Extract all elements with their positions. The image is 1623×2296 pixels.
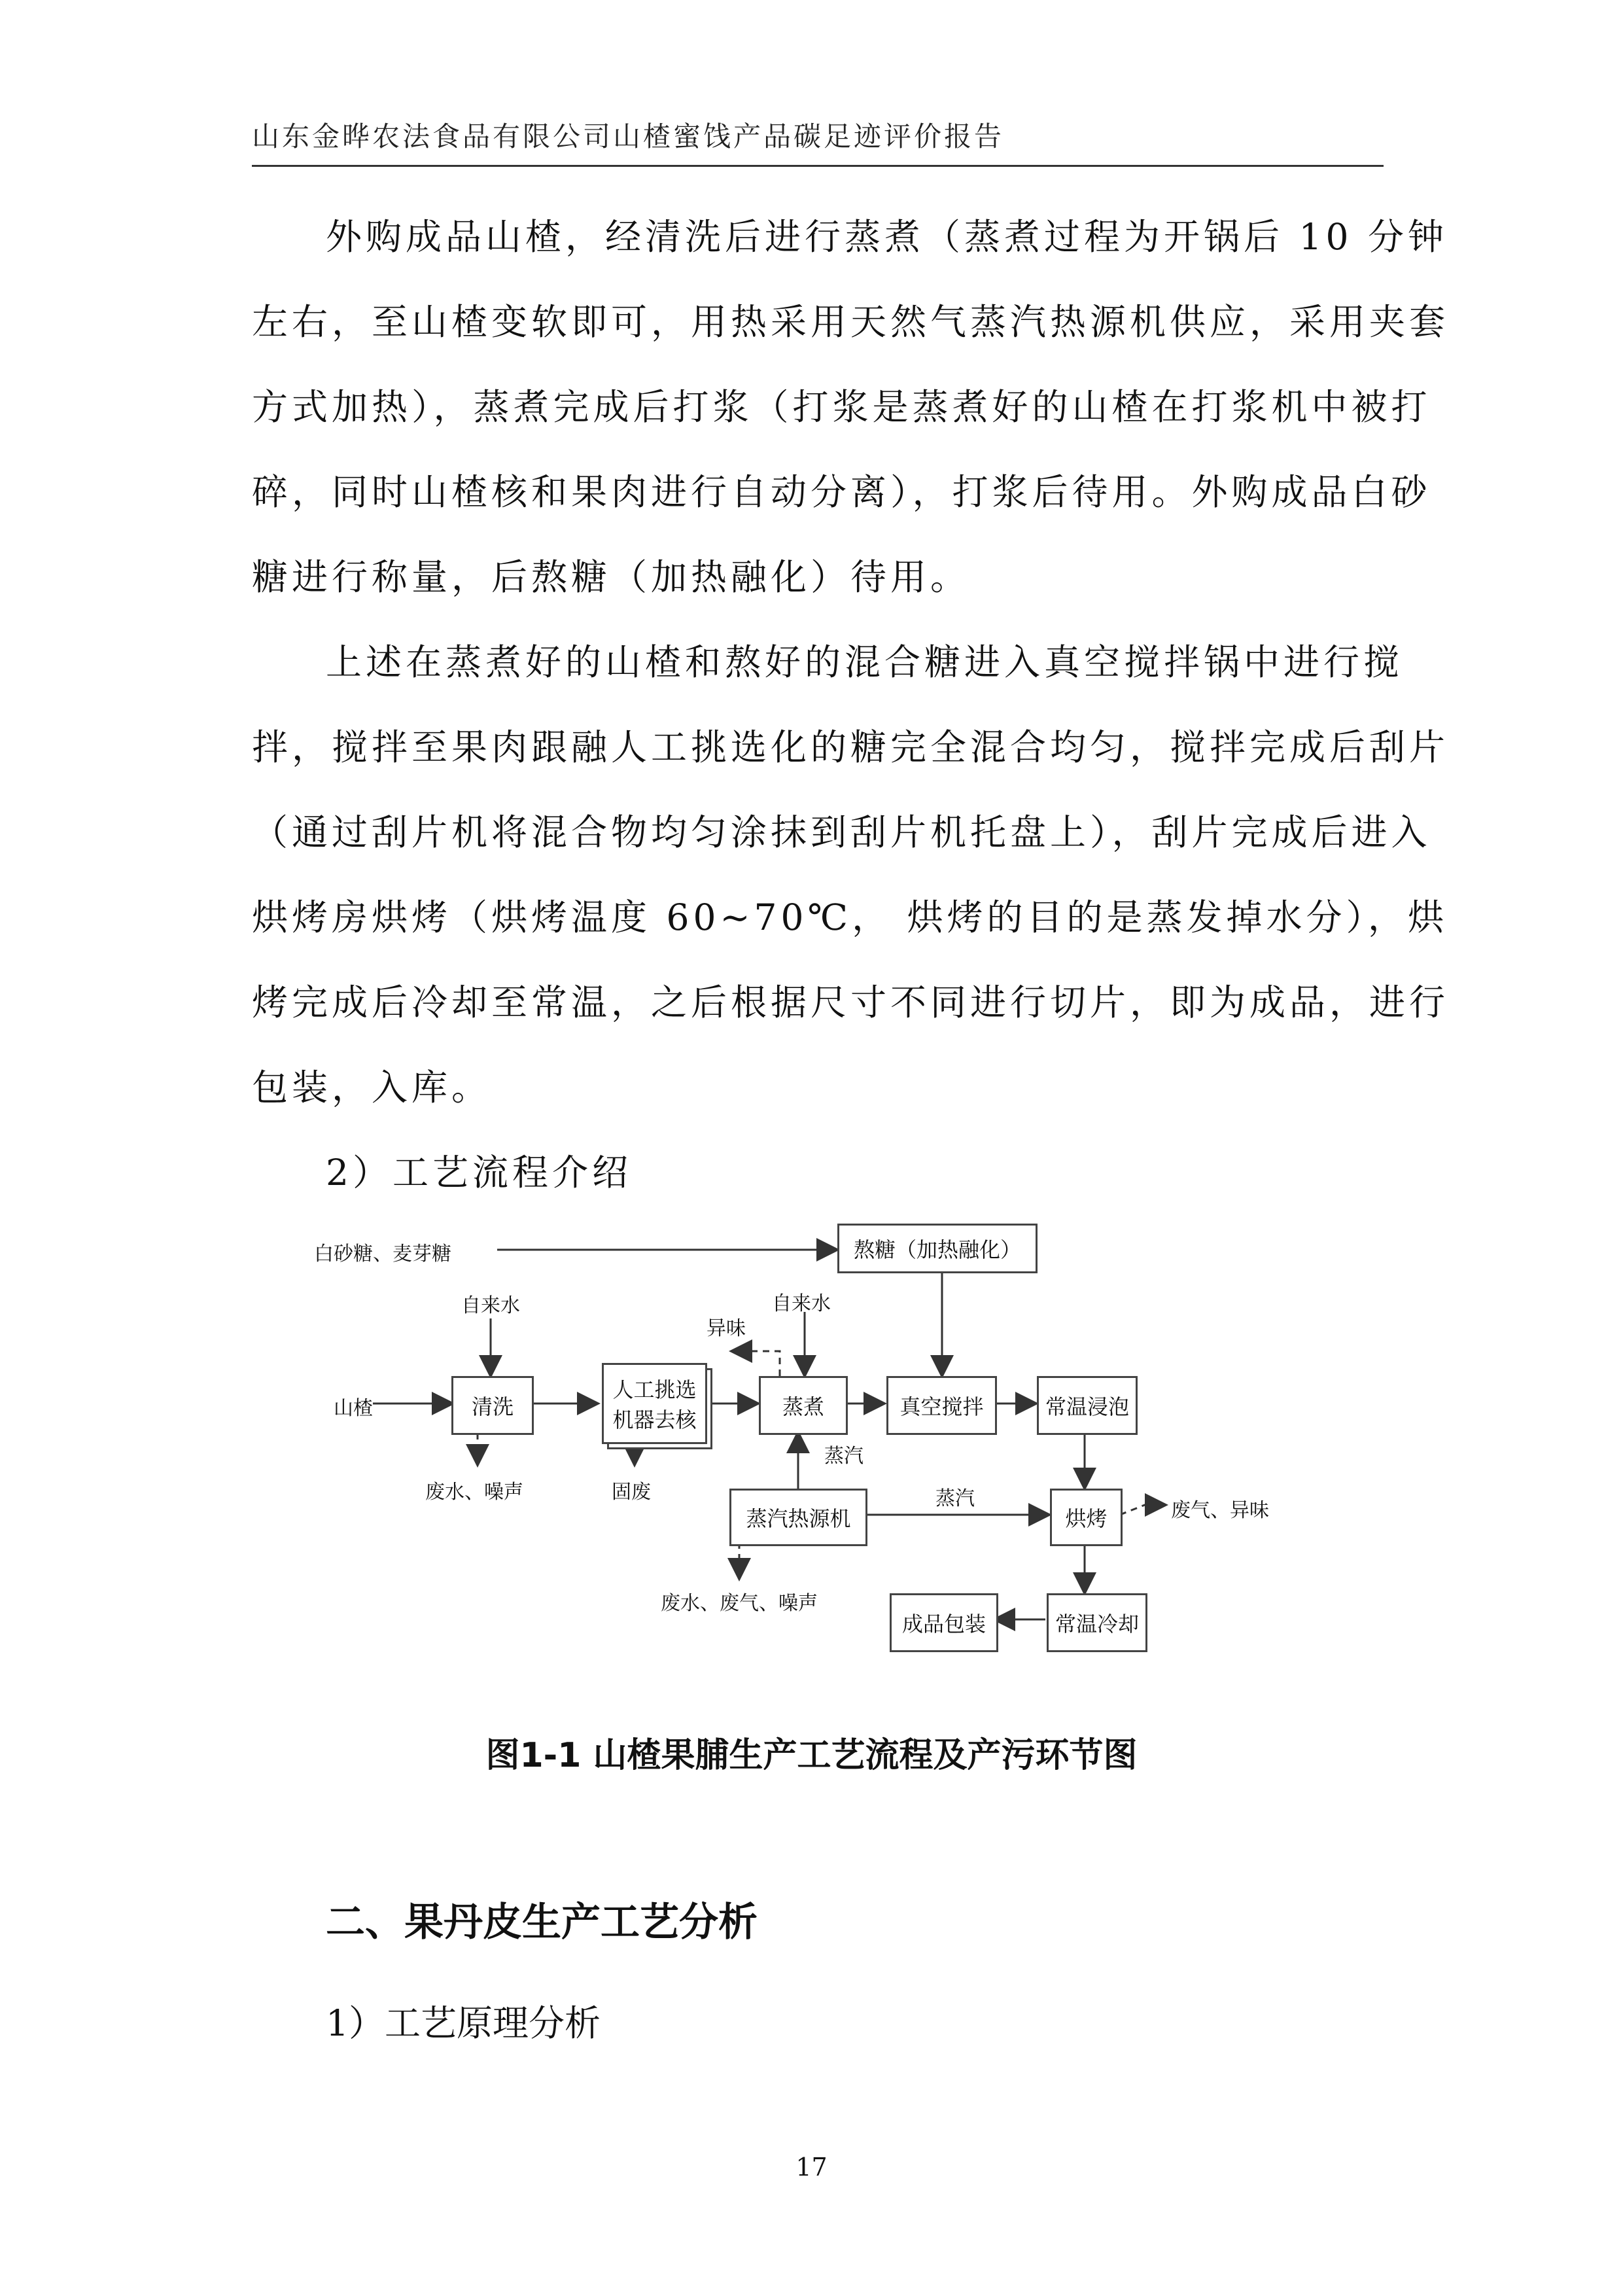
node-manual-select-line2: 机器去核	[612, 1407, 697, 1432]
node-vacuum-mix: 真空搅拌	[886, 1376, 997, 1435]
label-waste-gas-odor: 废气、异味	[1171, 1499, 1269, 1522]
label-steam-1: 蒸汽	[824, 1445, 864, 1468]
node-manual-select-line1: 人工挑选	[612, 1377, 697, 1402]
label-sugar-input: 白砂糖、麦芽糖	[314, 1243, 451, 1265]
paragraph-line: 方式加热），蒸煮完成后打浆（打浆是蒸煮好的山楂在打浆机中被打	[252, 386, 1431, 428]
node-bake: 烘烤	[1050, 1489, 1123, 1546]
arrow-bake-gas	[1120, 1505, 1164, 1515]
label-wastewater-noise: 废水、噪声	[425, 1481, 523, 1504]
paragraph-line: 左右，至山楂变软即可，用热采用天然气蒸汽热源机供应，采用夹套	[252, 301, 1450, 343]
paragraph-line: （通过刮片机将混合物均匀涂抹到刮片机托盘上），刮片完成后进入	[252, 811, 1431, 853]
node-wash: 清洗	[451, 1376, 534, 1435]
node-package: 成品包装	[890, 1593, 998, 1652]
node-steam-source: 蒸汽热源机	[729, 1489, 867, 1546]
arrow-cook-odor	[733, 1351, 780, 1376]
paragraph-line: 烘烤房烘烤（烘烤温度 60~70℃， 烘烤的目的是蒸发掉水分），烘	[252, 896, 1448, 938]
section-title: 二、果丹皮生产工艺分析	[326, 1899, 758, 1945]
header-divider	[252, 165, 1384, 167]
paragraph-line: 拌，搅拌至果肉跟融人工挑选化的糖完全混合均匀，搅拌完成后刮片	[252, 726, 1450, 768]
label-odor: 异味	[707, 1317, 746, 1340]
node-boil-sugar: 熬糖（加热融化）	[837, 1224, 1038, 1273]
label-solid-waste: 固废	[612, 1481, 651, 1504]
label-waste-all: 废水、废气、噪声	[661, 1592, 818, 1615]
node-manual-select	[602, 1363, 707, 1444]
node-cool: 常温冷却	[1047, 1593, 1147, 1652]
label-tap-water-2: 自来水	[772, 1292, 831, 1315]
process-flowchart	[314, 1214, 1315, 1659]
process-heading: 2）工艺流程介绍	[326, 1152, 632, 1193]
label-steam-2: 蒸汽	[935, 1487, 975, 1510]
subsection-title: 1）工艺原理分析	[326, 2002, 601, 2044]
page-number: 17	[795, 2153, 828, 2181]
figure-caption: 图1-1 山楂果脯生产工艺流程及产污环节图	[485, 1736, 1138, 1775]
node-steam-cook: 蒸煮	[759, 1376, 848, 1435]
node-soak: 常温浸泡	[1037, 1376, 1138, 1435]
paragraph-line: 外购成品山楂，经清洗后进行蒸煮（蒸煮过程为开锅后 10 分钟	[326, 216, 1448, 258]
paragraph-line: 糖进行称量，后熬糖（加热融化）待用。	[252, 556, 971, 598]
page-header: 山东金晔农法食品有限公司山楂蜜饯产品碳足迹评价报告	[252, 120, 1005, 152]
paragraph-line: 碎，同时山楂核和果肉进行自动分离），打浆后待用。外购成品白砂	[252, 471, 1431, 513]
label-hawthorn: 山楂	[334, 1397, 373, 1420]
paragraph-line: 上述在蒸煮好的山楂和熬好的混合糖进入真空搅拌锅中进行搅	[326, 641, 1404, 683]
paragraph-line: 烤完成后冷却至常温，之后根据尺寸不同进行切片，即为成品，进行	[252, 981, 1450, 1023]
label-tap-water-1: 自来水	[461, 1294, 520, 1317]
paragraph-line: 包装，入库。	[252, 1067, 492, 1108]
